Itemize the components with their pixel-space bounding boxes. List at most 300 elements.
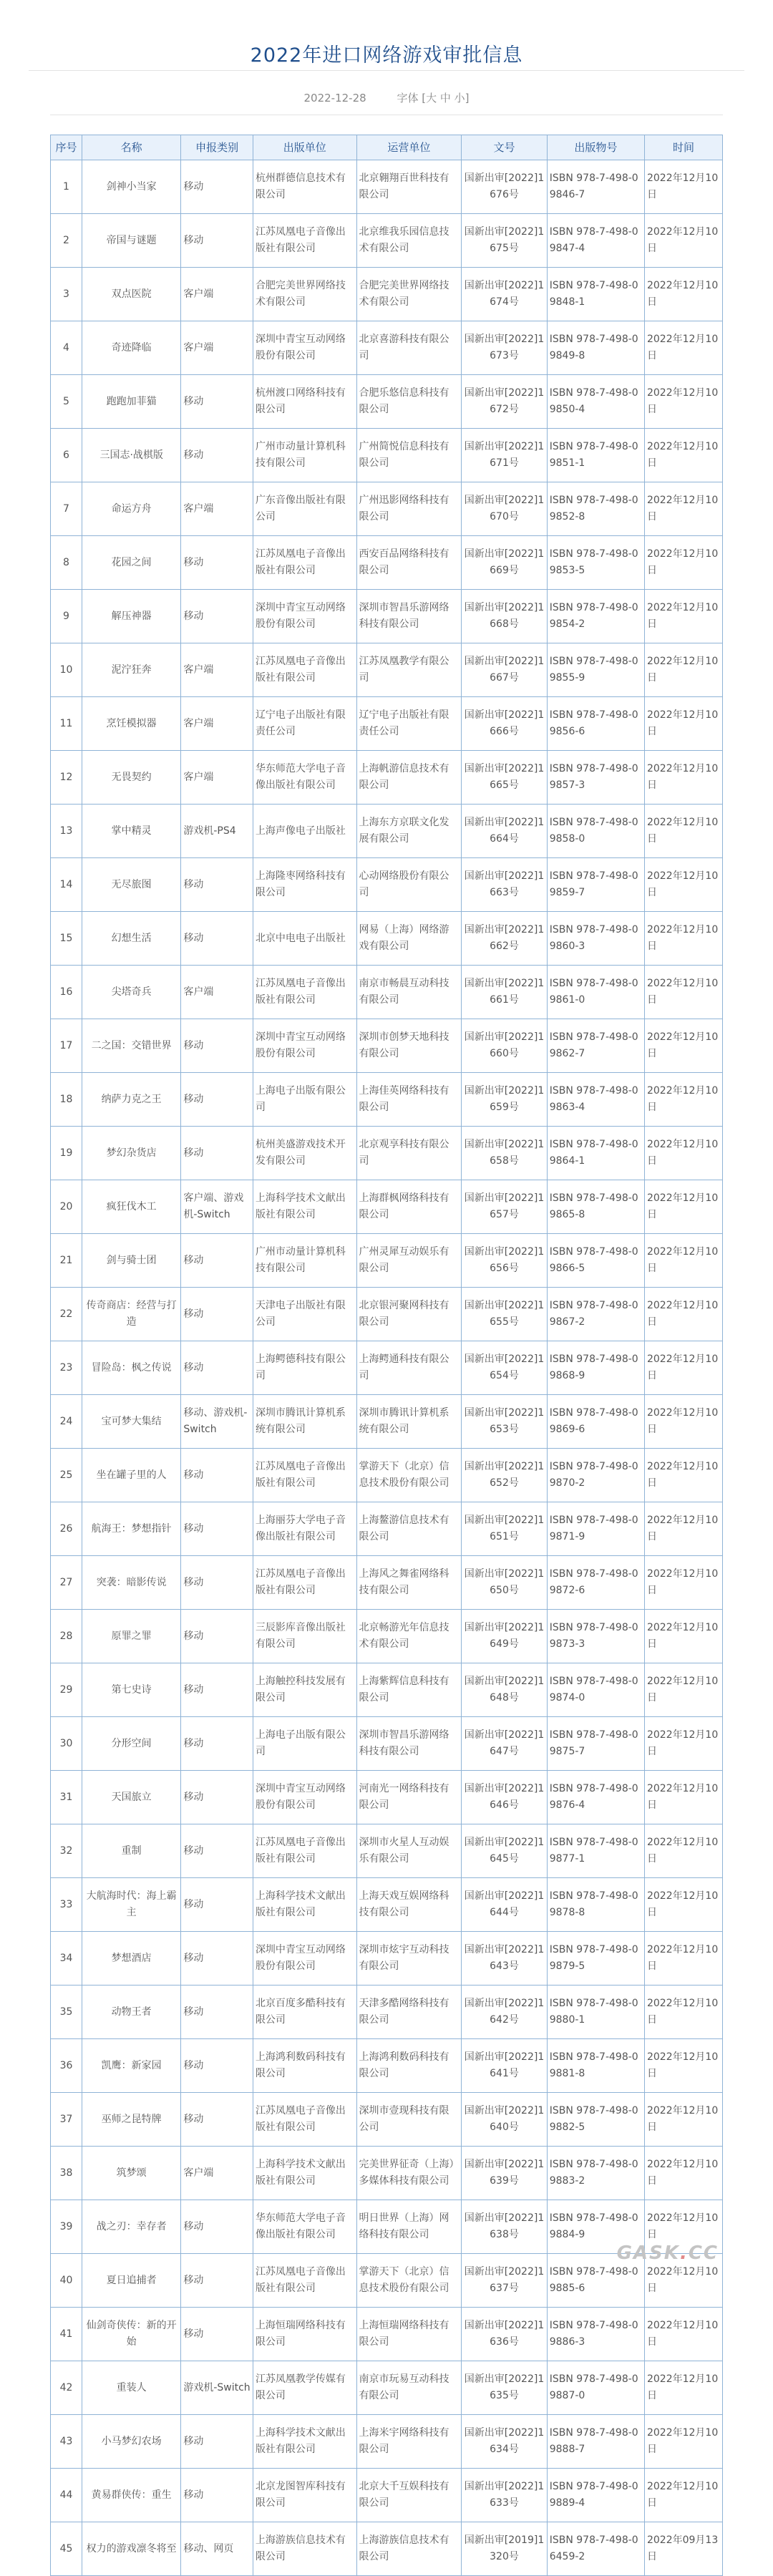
cell-category: 移动 (181, 1878, 253, 1932)
cell-category: 移动 (181, 160, 253, 214)
cell-date: 2022年09月13日 (644, 2522, 722, 2576)
cell-category: 移动 (181, 2415, 253, 2469)
cell-date: 2022年12月10日 (644, 1449, 722, 1502)
cell-publisher: 上海科学技术文献出版社有限公司 (253, 1878, 356, 1932)
table-row (51, 590, 723, 643)
cell-operator: 南京市畅晨互动科技有限公司 (356, 966, 462, 1019)
table-row (51, 1986, 723, 2039)
watermark-tld: CC (688, 2242, 719, 2264)
table-row (51, 2308, 723, 2361)
cell-publisher: 上海科学技术文献出版社有限公司 (253, 2415, 356, 2469)
cell-operator: 天津多酷网络科技有限公司 (356, 1986, 462, 2039)
cell-date: 2022年12月10日 (644, 375, 722, 429)
table-row (51, 1502, 723, 1556)
cell-name: 剑神小当家 (82, 160, 181, 214)
cell-date: 2022年12月10日 (644, 2039, 722, 2093)
cell-category: 移动 (181, 1288, 253, 1341)
cell-publisher: 深圳中青宝互动网络股份有限公司 (253, 321, 356, 375)
cell-approval-no: 国新出审[2022]1659号 (462, 1073, 547, 1127)
table-row (51, 321, 723, 375)
cell-approval-no: 国新出审[2022]1640号 (462, 2093, 547, 2147)
cell-index: 45 (51, 2522, 82, 2576)
cell-publisher: 天津电子出版社有限公司 (253, 1288, 356, 1341)
cell-approval-no: 国新出审[2022]1664号 (462, 805, 547, 858)
cell-approval-no: 国新出审[2022]1639号 (462, 2147, 547, 2200)
table-row (51, 2093, 723, 2147)
cell-isbn: ISBN 978-7-498-09884-9 (547, 2200, 644, 2254)
cell-isbn: ISBN 978-7-498-09862-7 (547, 1019, 644, 1073)
cell-approval-no: 国新出审[2022]1653号 (462, 1395, 547, 1449)
cell-publisher: 江苏凤凰电子音像出版社有限公司 (253, 536, 356, 590)
cell-operator: 网易（上海）网络游戏有限公司 (356, 912, 462, 966)
cell-date: 2022年12月10日 (644, 643, 722, 697)
cell-isbn: ISBN 978-7-498-09847-4 (547, 214, 644, 268)
cell-category: 移动 (181, 2469, 253, 2522)
header-operator: 运营单位 (356, 135, 462, 160)
table-row (51, 268, 723, 321)
cell-publisher: 广东音像出版社有限公司 (253, 482, 356, 536)
cell-isbn: ISBN 978-7-498-09854-2 (547, 590, 644, 643)
table-row (51, 1019, 723, 1073)
cell-index: 22 (51, 1288, 82, 1341)
cell-name: 战之刃：幸存者 (82, 2200, 181, 2254)
cell-name: 宝可梦大集结 (82, 1395, 181, 1449)
cell-publisher: 华东师范大学电子音像出版社有限公司 (253, 2200, 356, 2254)
cell-operator: 河南光一网络科技有限公司 (356, 1771, 462, 1824)
cell-isbn: ISBN 978-7-498-09863-4 (547, 1073, 644, 1127)
cell-isbn: ISBN 978-7-498-09859-7 (547, 858, 644, 912)
cell-approval-no: 国新出审[2022]1672号 (462, 375, 547, 429)
cell-index: 39 (51, 2200, 82, 2254)
cell-date: 2022年12月10日 (644, 912, 722, 966)
cell-publisher: 合肥完美世界网络技术有限公司 (253, 268, 356, 321)
cell-category: 移动 (181, 1610, 253, 1663)
watermark-main: GASK (616, 2242, 680, 2264)
cell-operator: 辽宁电子出版社有限责任公司 (356, 697, 462, 751)
cell-operator: 上海游族信息技术有限公司 (356, 2522, 462, 2576)
cell-publisher: 深圳中青宝互动网络股份有限公司 (253, 1019, 356, 1073)
cell-category: 客户端 (181, 751, 253, 805)
cell-operator: 上海鳌游信息技术有限公司 (356, 1502, 462, 1556)
cell-category: 移动 (181, 1771, 253, 1824)
cell-date: 2022年12月10日 (644, 268, 722, 321)
cell-index: 38 (51, 2147, 82, 2200)
cell-name: 分形空间 (82, 1717, 181, 1771)
cell-category: 移动 (181, 1824, 253, 1878)
cell-approval-no: 国新出审[2022]1665号 (462, 751, 547, 805)
cell-isbn: ISBN 978-7-498-09852-8 (547, 482, 644, 536)
cell-category: 客户端 (181, 482, 253, 536)
header-isbn: 出版物号 (547, 135, 644, 160)
cell-isbn: ISBN 978-7-498-09861-0 (547, 966, 644, 1019)
cell-publisher: 北京百度多酷科技有限公司 (253, 1986, 356, 2039)
cell-publisher: 江苏凤凰教学传媒有限公司 (253, 2361, 356, 2415)
cell-index: 6 (51, 429, 82, 482)
cell-approval-no: 国新出审[2022]1667号 (462, 643, 547, 697)
cell-name: 无畏契约 (82, 751, 181, 805)
cell-date: 2022年12月10日 (644, 2200, 722, 2254)
cell-isbn: ISBN 978-7-498-09860-3 (547, 912, 644, 966)
cell-approval-no: 国新出审[2022]1675号 (462, 214, 547, 268)
cell-operator: 广州简悦信息科技有限公司 (356, 429, 462, 482)
cell-isbn: ISBN 978-7-498-09853-5 (547, 536, 644, 590)
cell-index: 21 (51, 1234, 82, 1288)
cell-category: 移动 (181, 429, 253, 482)
cell-name: 凯鹰：新家园 (82, 2039, 181, 2093)
cell-operator: 北京喜游科技有限公司 (356, 321, 462, 375)
cell-publisher: 上海隆枣网络科技有限公司 (253, 858, 356, 912)
cell-approval-no: 国新出审[2022]1643号 (462, 1932, 547, 1986)
cell-date: 2022年12月10日 (644, 1771, 722, 1824)
cell-index: 17 (51, 1019, 82, 1073)
cell-category: 移动、游戏机-Switch (181, 1395, 253, 1449)
cell-index: 26 (51, 1502, 82, 1556)
cell-name: 坐在罐子里的人 (82, 1449, 181, 1502)
cell-publisher: 广州市动量计算机科技有限公司 (253, 1234, 356, 1288)
watermark-dot: . (679, 2242, 689, 2264)
cell-name: 仙剑奇侠传：新的开始 (82, 2308, 181, 2361)
cell-publisher: 杭州渡口网络科技有限公司 (253, 375, 356, 429)
cell-index: 30 (51, 1717, 82, 1771)
cell-operator: 深圳市智昌乐游网络科技有限公司 (356, 1717, 462, 1771)
cell-approval-no: 国新出审[2022]1650号 (462, 1556, 547, 1610)
cell-publisher: 江苏凤凰电子音像出版社有限公司 (253, 2093, 356, 2147)
cell-approval-no: 国新出审[2022]1636号 (462, 2308, 547, 2361)
cell-name: 大航海时代：海上霸主 (82, 1878, 181, 1932)
cell-index: 10 (51, 643, 82, 697)
cell-operator: 深圳市腾讯计算机系统有限公司 (356, 1395, 462, 1449)
cell-publisher: 辽宁电子出版社有限责任公司 (253, 697, 356, 751)
cell-index: 9 (51, 590, 82, 643)
cell-isbn: ISBN 978-7-498-09874-0 (547, 1663, 644, 1717)
cell-operator: 深圳市创梦天地科技有限公司 (356, 1019, 462, 1073)
cell-publisher: 三辰影库音像出版社有限公司 (253, 1610, 356, 1663)
cell-index: 37 (51, 2093, 82, 2147)
table-row (51, 1395, 723, 1449)
cell-category: 移动 (181, 536, 253, 590)
cell-date: 2022年12月10日 (644, 2147, 722, 2200)
cell-index: 42 (51, 2361, 82, 2415)
cell-publisher: 深圳中青宝互动网络股份有限公司 (253, 1771, 356, 1824)
cell-publisher: 上海鳄德科技有限公司 (253, 1341, 356, 1395)
table-row (51, 2415, 723, 2469)
cell-operator: 上海群枫网络科技有限公司 (356, 1180, 462, 1234)
cell-name: 泥泞狂奔 (82, 643, 181, 697)
cell-operator: 北京翱翔百世科技有限公司 (356, 160, 462, 214)
cell-name: 剑与骑士团 (82, 1234, 181, 1288)
cell-name: 航海王：梦想指针 (82, 1502, 181, 1556)
cell-name: 第七史诗 (82, 1663, 181, 1717)
cell-operator: 西安百品网络科技有限公司 (356, 536, 462, 590)
cell-date: 2022年12月10日 (644, 321, 722, 375)
cell-approval-no: 国新出审[2022]1634号 (462, 2415, 547, 2469)
cell-date: 2022年12月10日 (644, 429, 722, 482)
cell-category: 移动 (181, 912, 253, 966)
cell-name: 权力的游戏凛冬将至 (82, 2522, 181, 2576)
cell-approval-no: 国新出审[2022]1635号 (462, 2361, 547, 2415)
cell-date: 2022年12月10日 (644, 2308, 722, 2361)
cell-approval-no: 国新出审[2022]1645号 (462, 1824, 547, 1878)
cell-isbn: ISBN 978-7-498-09886-3 (547, 2308, 644, 2361)
cell-date: 2022年12月10日 (644, 1556, 722, 1610)
cell-name: 天国旅立 (82, 1771, 181, 1824)
header-category: 申报类别 (181, 135, 253, 160)
cell-approval-no: 国新出审[2022]1666号 (462, 697, 547, 751)
cell-publisher: 上海鸿利数码科技有限公司 (253, 2039, 356, 2093)
cell-name: 梦想酒店 (82, 1932, 181, 1986)
cell-date: 2022年12月10日 (644, 751, 722, 805)
cell-category: 移动 (181, 375, 253, 429)
table-row (51, 1824, 723, 1878)
cell-isbn: ISBN 978-7-498-09857-3 (547, 751, 644, 805)
cell-operator: 上海鸿利数码科技有限公司 (356, 2039, 462, 2093)
cell-date: 2022年12月10日 (644, 1663, 722, 1717)
cell-index: 40 (51, 2254, 82, 2308)
cell-publisher: 上海电子出版有限公司 (253, 1717, 356, 1771)
cell-approval-no: 国新出审[2022]1647号 (462, 1717, 547, 1771)
approval-table (50, 135, 723, 2576)
cell-operator: 北京畅游光年信息技术有限公司 (356, 1610, 462, 1663)
cell-operator: 上海恒瑞网络科技有限公司 (356, 2308, 462, 2361)
cell-operator: 广州灵犀互动娱乐有限公司 (356, 1234, 462, 1288)
cell-isbn: ISBN 978-7-498-09871-9 (547, 1502, 644, 1556)
cell-name: 尖塔奇兵 (82, 966, 181, 1019)
font-size-label: 字体 (397, 92, 419, 105)
header-index: 序号 (51, 135, 82, 160)
cell-index: 2 (51, 214, 82, 268)
cell-index: 1 (51, 160, 82, 214)
cell-category: 客户端、游戏机-Switch (181, 1180, 253, 1234)
cell-operator: 深圳市火星人互动娱乐有限公司 (356, 1824, 462, 1878)
cell-date: 2022年12月10日 (644, 805, 722, 858)
cell-approval-no: 国新出审[2022]1642号 (462, 1986, 547, 2039)
cell-index: 24 (51, 1395, 82, 1449)
cell-approval-no: 国新出审[2022]1654号 (462, 1341, 547, 1395)
cell-index: 36 (51, 2039, 82, 2093)
cell-isbn: ISBN 978-7-498-09870-2 (547, 1449, 644, 1502)
cell-approval-no: 国新出审[2022]1657号 (462, 1180, 547, 1234)
cell-approval-no: 国新出审[2022]1673号 (462, 321, 547, 375)
cell-category: 客户端 (181, 268, 253, 321)
cell-category: 游戏机-PS4 (181, 805, 253, 858)
cell-index: 33 (51, 1878, 82, 1932)
cell-date: 2022年12月10日 (644, 2415, 722, 2469)
cell-approval-no: 国新出审[2022]1651号 (462, 1502, 547, 1556)
cell-category: 客户端 (181, 2147, 253, 2200)
cell-publisher: 杭州美盛游戏技术开发有限公司 (253, 1127, 356, 1180)
table-row (51, 1717, 723, 1771)
cell-operator: 北京银河聚网科技有限公司 (356, 1288, 462, 1341)
cell-category: 移动 (181, 2200, 253, 2254)
cell-category: 移动 (181, 214, 253, 268)
cell-publisher: 上海丽芬大学电子音像出版社有限公司 (253, 1502, 356, 1556)
cell-category: 移动 (181, 2039, 253, 2093)
table-row (51, 160, 723, 214)
cell-operator: 上海米宇网络科技有限公司 (356, 2415, 462, 2469)
cell-category: 移动、网页 (181, 2522, 253, 2576)
cell-isbn: ISBN 978-7-498-09866-5 (547, 1234, 644, 1288)
table-row (51, 536, 723, 590)
publish-date: 2022-12-28 (303, 92, 366, 105)
cell-isbn: ISBN 978-7-498-09889-4 (547, 2469, 644, 2522)
cell-isbn: ISBN 978-7-498-09882-5 (547, 2093, 644, 2147)
cell-operator: 江苏凤凰教学有限公司 (356, 643, 462, 697)
cell-category: 移动 (181, 1502, 253, 1556)
cell-index: 11 (51, 697, 82, 751)
cell-isbn: ISBN 978-7-498-09864-1 (547, 1127, 644, 1180)
cell-operator: 北京维我乐园信息技术有限公司 (356, 214, 462, 268)
cell-index: 16 (51, 966, 82, 1019)
font-size-switcher[interactable]: [大 中 小] (422, 92, 470, 105)
cell-name: 重制 (82, 1824, 181, 1878)
cell-date: 2022年12月10日 (644, 482, 722, 536)
table-row (51, 1234, 723, 1288)
cell-name: 疯狂伐木工 (82, 1180, 181, 1234)
cell-index: 14 (51, 858, 82, 912)
table-row (51, 751, 723, 805)
cell-category: 移动 (181, 1019, 253, 1073)
cell-publisher: 江苏凤凰电子音像出版社有限公司 (253, 1556, 356, 1610)
cell-approval-no: 国新出审[2022]1658号 (462, 1127, 547, 1180)
cell-isbn: ISBN 978-7-498-09872-6 (547, 1556, 644, 1610)
cell-isbn: ISBN 978-7-498-09868-9 (547, 1341, 644, 1395)
cell-date: 2022年12月10日 (644, 536, 722, 590)
cell-index: 35 (51, 1986, 82, 2039)
article-meta (0, 90, 773, 105)
cell-publisher: 上海游族信息技术有限公司 (253, 2522, 356, 2576)
cell-isbn: ISBN 978-7-498-09888-7 (547, 2415, 644, 2469)
cell-index: 29 (51, 1663, 82, 1717)
table-row (51, 1288, 723, 1341)
cell-approval-no: 国新出审[2022]1661号 (462, 966, 547, 1019)
cell-name: 掌中精灵 (82, 805, 181, 858)
cell-publisher: 深圳中青宝互动网络股份有限公司 (253, 590, 356, 643)
cell-approval-no: 国新出审[2022]1671号 (462, 429, 547, 482)
cell-operator: 北京观享科技有限公司 (356, 1127, 462, 1180)
cell-date: 2022年12月10日 (644, 1073, 722, 1127)
cell-date: 2022年12月10日 (644, 1610, 722, 1663)
cell-publisher: 江苏凤凰电子音像出版社有限公司 (253, 643, 356, 697)
cell-category: 移动 (181, 2254, 253, 2308)
table-row (51, 214, 723, 268)
cell-name: 传奇商店：经营与打造 (82, 1288, 181, 1341)
cell-isbn: ISBN 978-7-498-09887-0 (547, 2361, 644, 2415)
cell-name: 筑梦颂 (82, 2147, 181, 2200)
cell-name: 黄易群侠传：重生 (82, 2469, 181, 2522)
cell-approval-no: 国新出审[2022]1648号 (462, 1663, 547, 1717)
cell-name: 动物王者 (82, 1986, 181, 2039)
cell-publisher: 广州市动量计算机科技有限公司 (253, 429, 356, 482)
cell-isbn: ISBN 978-7-498-09885-6 (547, 2254, 644, 2308)
cell-isbn: ISBN 978-7-498-09875-7 (547, 1717, 644, 1771)
cell-index: 34 (51, 1932, 82, 1986)
cell-category: 客户端 (181, 321, 253, 375)
site-watermark (617, 2242, 719, 2264)
cell-category: 客户端 (181, 643, 253, 697)
cell-approval-no: 国新出审[2022]1641号 (462, 2039, 547, 2093)
cell-name: 二之国：交错世界 (82, 1019, 181, 1073)
cell-index: 3 (51, 268, 82, 321)
table-row (51, 2522, 723, 2576)
cell-approval-no: 国新出审[2022]1668号 (462, 590, 547, 643)
cell-publisher: 上海声像电子出版社 (253, 805, 356, 858)
cell-publisher: 江苏凤凰电子音像出版社有限公司 (253, 1449, 356, 1502)
cell-approval-no: 国新出审[2022]1652号 (462, 1449, 547, 1502)
cell-isbn: ISBN 978-7-498-09858-0 (547, 805, 644, 858)
cell-name: 夏日追捕者 (82, 2254, 181, 2308)
cell-name: 小马梦幻农场 (82, 2415, 181, 2469)
table-header-row (51, 135, 723, 160)
cell-operator: 上海佳英网络科技有限公司 (356, 1073, 462, 1127)
cell-name: 帝国与谜题 (82, 214, 181, 268)
cell-operator: 广州迅影网络科技有限公司 (356, 482, 462, 536)
cell-operator: 上海帆游信息技术有限公司 (356, 751, 462, 805)
cell-approval-no: 国新出审[2022]1663号 (462, 858, 547, 912)
table-row (51, 1127, 723, 1180)
cell-date: 2022年12月10日 (644, 697, 722, 751)
cell-operator: 上海东方京联文化发展有限公司 (356, 805, 462, 858)
cell-category: 游戏机-Switch (181, 2361, 253, 2415)
cell-category: 移动 (181, 1986, 253, 2039)
cell-date: 2022年12月10日 (644, 2469, 722, 2522)
cell-date: 2022年12月10日 (644, 1878, 722, 1932)
cell-category: 移动 (181, 858, 253, 912)
cell-index: 7 (51, 482, 82, 536)
cell-operator: 深圳市壹现科技有限公司 (356, 2093, 462, 2147)
cell-index: 43 (51, 2415, 82, 2469)
cell-approval-no: 国新出审[2019]1320号 (462, 2522, 547, 2576)
cell-date: 2022年12月10日 (644, 858, 722, 912)
cell-date: 2022年12月10日 (644, 1932, 722, 1986)
cell-name: 三国志·战棋版 (82, 429, 181, 482)
cell-isbn: ISBN 978-7-498-09883-2 (547, 2147, 644, 2200)
cell-name: 梦幻杂货店 (82, 1127, 181, 1180)
cell-date: 2022年12月10日 (644, 1127, 722, 1180)
cell-date: 2022年12月10日 (644, 1395, 722, 1449)
cell-date: 2022年12月10日 (644, 1502, 722, 1556)
cell-isbn: ISBN 978-7-498-09880-1 (547, 1986, 644, 2039)
cell-index: 19 (51, 1127, 82, 1180)
cell-operator: 上海风之舞雀网络科技有限公司 (356, 1556, 462, 1610)
table-row (51, 1180, 723, 1234)
cell-index: 41 (51, 2308, 82, 2361)
cell-publisher: 江苏凤凰电子音像出版社有限公司 (253, 966, 356, 1019)
cell-approval-no: 国新出审[2022]1633号 (462, 2469, 547, 2522)
cell-isbn: ISBN 978-7-498-09878-8 (547, 1878, 644, 1932)
cell-operator: 北京大千互娱科技有限公司 (356, 2469, 462, 2522)
cell-isbn: ISBN 978-7-498-09867-2 (547, 1288, 644, 1341)
table-row (51, 1341, 723, 1395)
cell-category: 移动 (181, 1073, 253, 1127)
table-row (51, 1610, 723, 1663)
cell-index: 20 (51, 1180, 82, 1234)
header-name: 名称 (82, 135, 181, 160)
cell-index: 44 (51, 2469, 82, 2522)
cell-category: 移动 (181, 1234, 253, 1288)
cell-date: 2022年12月10日 (644, 2254, 722, 2308)
cell-index: 4 (51, 321, 82, 375)
cell-category: 移动 (181, 1932, 253, 1986)
cell-approval-no: 国新出审[2022]1674号 (462, 268, 547, 321)
cell-operator: 深圳市智昌乐游网络科技有限公司 (356, 590, 462, 643)
cell-publisher: 上海恒瑞网络科技有限公司 (253, 2308, 356, 2361)
cell-name: 巫师之昆特牌 (82, 2093, 181, 2147)
table-body (51, 160, 723, 2576)
cell-category: 移动 (181, 590, 253, 643)
cell-isbn: ISBN 978-7-498-09865-8 (547, 1180, 644, 1234)
cell-operator: 南京市玩易互动科技有限公司 (356, 2361, 462, 2415)
cell-isbn: ISBN 978-7-498-09851-1 (547, 429, 644, 482)
